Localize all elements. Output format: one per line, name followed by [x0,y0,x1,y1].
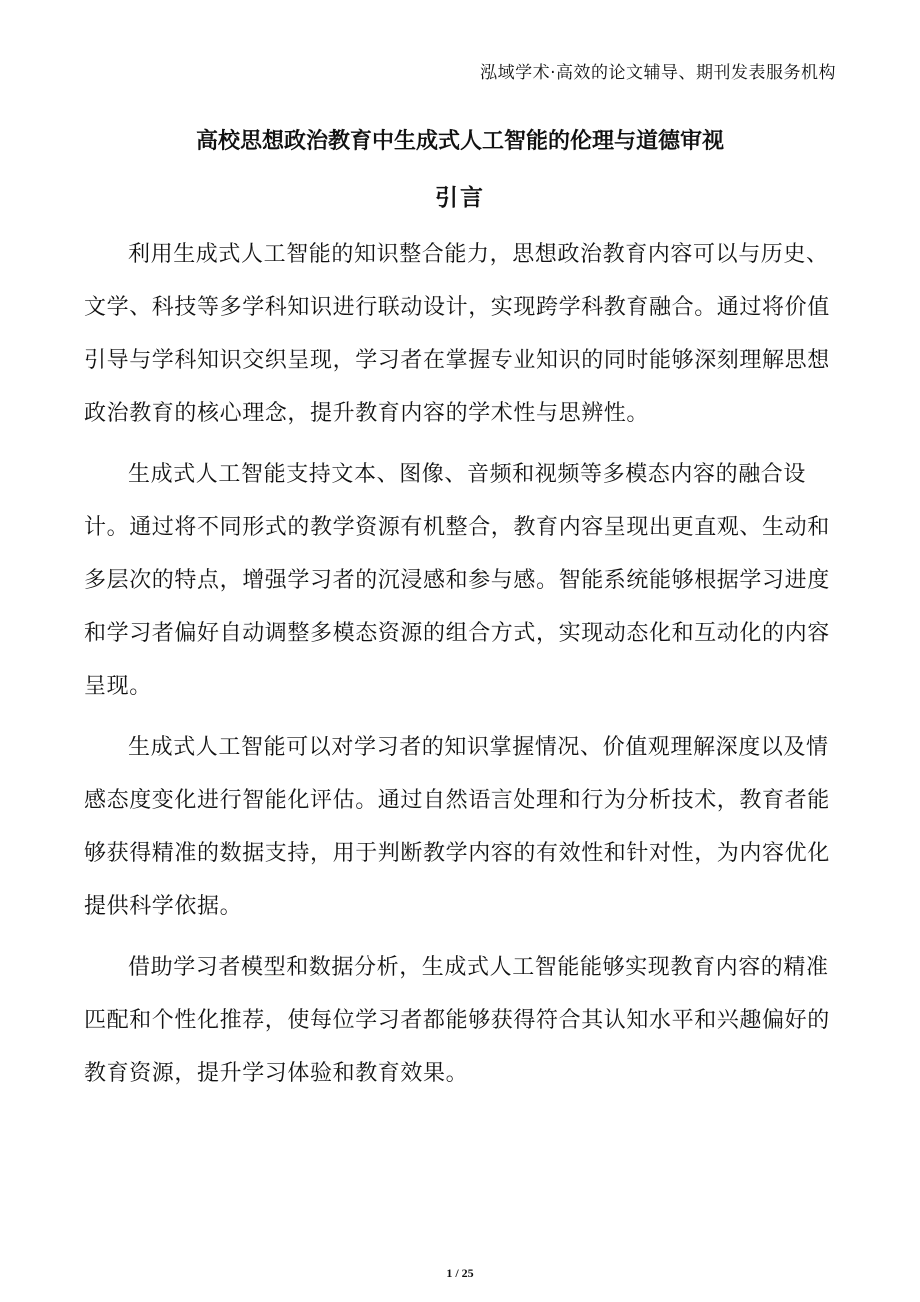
paragraph: 生成式人工智能可以对学习者的知识掌握情况、价值观理解深度以及情感态度变化进行智能化评估。通过自然语言处理和行为分析技术，教育者能够获得精准的数据支持，用于判断教学内容的有效性和针对性，为内容优化提供科学依据。 [84,735,830,919]
paragraph: 借助学习者模型和数据分析，生成式人工智能能够实现教育内容的精准匹配和个性化推荐，使每位学习者都能够获得符合其认知水平和兴趣偏好的教育资源，提升学习体验和教育效果。 [84,955,830,1086]
document-title: 高校思想政治教育中生成式人工智能的伦理与道德审视 [195,129,724,154]
page-number: 1 / 25 [446,1266,474,1280]
header-note: 泓域学术·高效的论文辅导、期刊发表服务机构 [480,63,836,83]
section-heading: 引言 [435,185,485,211]
paragraph: 生成式人工智能支持文本、图像、音频和视频等多模态内容的融合设计。通过将不同形式的教学资源有机整合，教育内容呈现出更直观、生动和多层次的特点，增强学习者的沉浸感和参与感。智能系统能够根据学习进度和学习者偏好自动调整多模态资源的组合方式，实现动态化和互动化的内容呈现。 [84,462,830,699]
body-text [84,228,836,1108]
paragraph: 利用生成式人工智能的知识整合能力，思想政治教育内容可以与历史、文学、科技等多学科知识进行联动设计，实现跨学科教育融合。通过将价值引导与学科知识交织呈现，学习者在掌握专业知识的同时能够深刻理解思想政治教育的核心理念，提升教育内容的学术性与思辨性。 [84,242,830,426]
